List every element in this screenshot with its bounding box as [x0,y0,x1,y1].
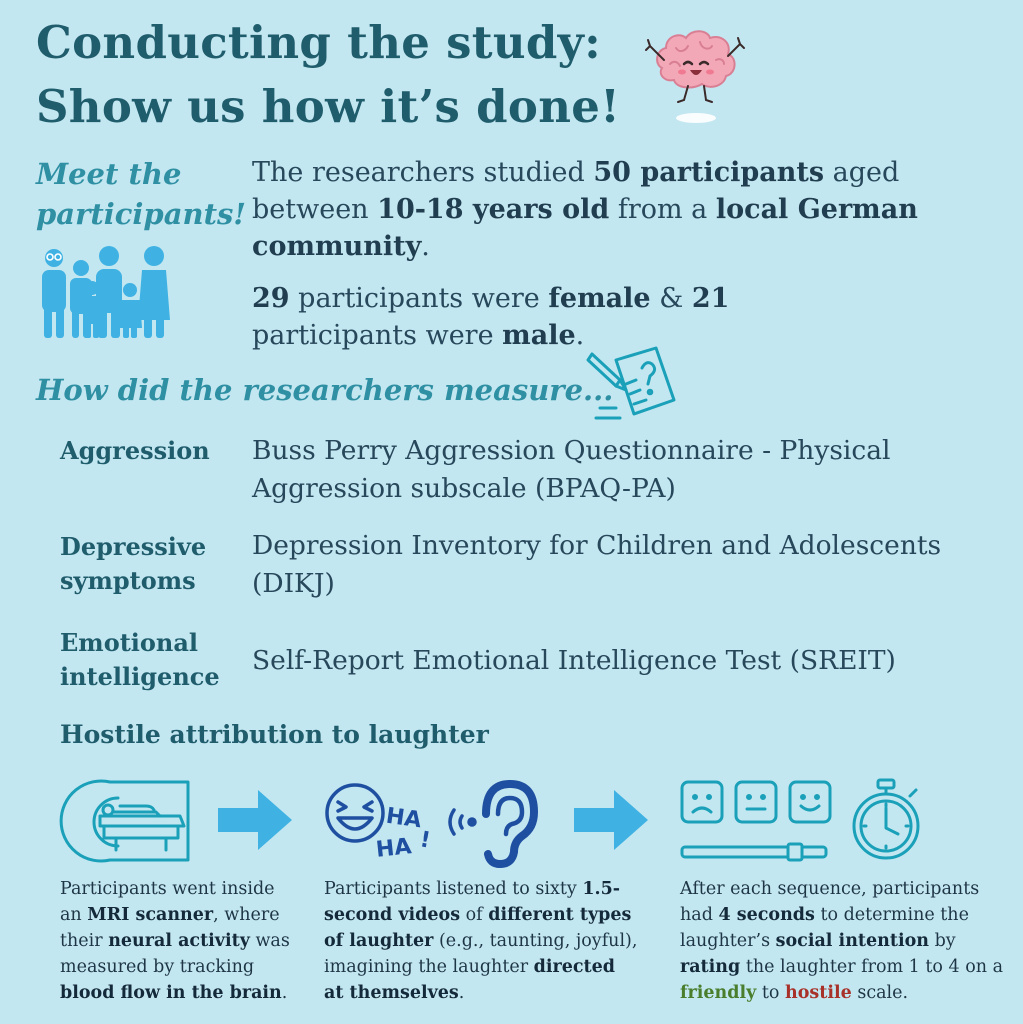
step1-caption: Participants went inside an MRI scanner, where their neural activity was measured by tracking blood flow in the brain. [60,879,290,1003]
friendly-word: friendly [680,983,757,1003]
measure-desc-emotional: Self-Report Emotional Intelligence Test (SREIT) [252,645,896,676]
measure-desc-depressive-line-1: Depression Inventory for Children and Adolescents [252,530,942,561]
measure-desc-depressive-line-2: (DIKJ) [252,568,335,599]
hostile-attribution-heading: Hostile attribution to laughter [60,720,489,749]
questionnaire-icon [586,346,678,430]
hostile-word: hostile [785,983,852,1003]
sad-face-icon [680,780,724,824]
participants-description: The researchers studied 50 participants aged between 10-18 years old from a local German community. [252,157,918,262]
measure-desc-aggression-line-1: Buss Perry Aggression Questionnaire - Physical [252,435,891,466]
step2-caption: Participants listened to sixty 1.5- second videos of different types of laughter (e.g., taunting, joyful), imagining the laughter directed at themselves. [324,879,638,1003]
ha-text-1: HA [384,803,424,834]
happy-face-icon [788,780,832,824]
participants-gender-breakdown: 29 participants were female & 21 participants were male. [252,283,730,351]
measure-label-emotional-line-1: Emotional [60,628,199,657]
measure-label-depressive-line-1: Depressive [60,532,207,561]
arrow-right-icon-2 [574,790,648,850]
exclamation-mark: ! [417,827,433,854]
family-icon [36,244,172,344]
measure-label-aggression: Aggression [60,436,210,465]
step3-caption: After each sequence, participants had 4 seconds to determine the laughter’s social intention by rating the laughter from 1 to 4 on a friendly to hostile scale. [680,879,1004,1003]
neutral-face-icon [734,780,778,824]
stopwatch-icon [848,776,924,862]
measure-label-emotional-line-2: intelligence [60,662,220,691]
participants-heading-line-1: Meet the [36,157,182,191]
measure-label-depressive-line-2: symptoms [60,566,196,595]
laughing-face-icon [324,782,386,844]
page-title-line-1: Conducting the study: [36,16,602,69]
ear-listening-icon [446,778,538,866]
ha-text-2: HA [374,834,413,863]
participants-heading-line-2: participants! [36,197,247,231]
arrow-right-icon [218,790,292,850]
happy-brain-icon [640,20,750,130]
measure-desc-aggression-line-2: Aggression subscale (BPAQ-PA) [252,473,676,504]
measure-heading: How did the researchers measure... [36,373,614,407]
page-title-line-2: Show us how it’s done! [36,80,621,133]
rating-slider-icon [680,842,830,862]
mri-scanner-icon [60,776,200,866]
